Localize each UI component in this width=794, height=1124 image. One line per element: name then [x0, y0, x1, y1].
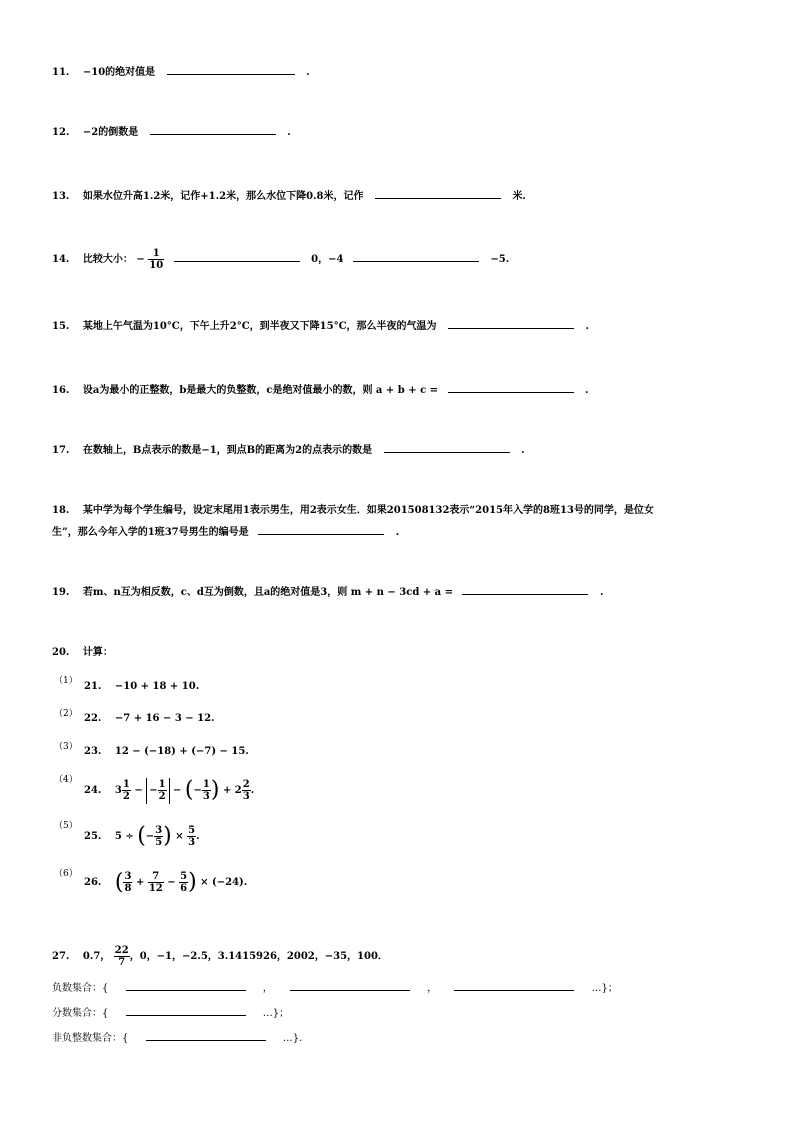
q25-frac-1-num: 3 [155, 825, 163, 836]
q25-frac-2-num: 5 [188, 825, 196, 836]
q12-text: −2的倒数是 [82, 127, 139, 138]
fraction-set-label: 分数集合：{ [52, 1008, 109, 1019]
q24-abs [146, 778, 169, 804]
q24-paren-minus: − [193, 785, 202, 796]
q24-plus: + 2 [222, 785, 242, 796]
q14-neg: − [136, 254, 145, 265]
question-17 [52, 442, 525, 458]
q15-number: 15. [52, 321, 70, 332]
q25-minus: − [145, 831, 155, 842]
question-19 [52, 584, 603, 600]
q26-frac-2-den: 12 [148, 883, 163, 894]
q25-lead: 5 ÷ [114, 831, 134, 842]
q26-frac-1-den: 8 [124, 883, 132, 894]
q27-number: 27. [52, 951, 70, 962]
q11-number: 11. [52, 67, 70, 78]
q25-frac-1-den: 5 [155, 837, 163, 848]
q16-end: . [585, 385, 589, 396]
question-27 [52, 942, 388, 972]
fraction-set-row [52, 1005, 289, 1021]
q16-text: 设a为最小的正整数，b是最大的负整数，c是绝对值最小的数，则 a + b + c = [82, 385, 439, 396]
q11-end: . [306, 67, 310, 78]
q20-text: 计算： [82, 647, 113, 658]
question-23 [84, 745, 249, 759]
q14-mid: 0，−4 [311, 254, 344, 265]
question-12 [52, 124, 291, 140]
sub-tag-1: （1） [54, 676, 78, 686]
nonneg-int-set-row [52, 1030, 302, 1046]
nonneg-int-set-blank[interactable] [146, 1030, 266, 1041]
q24-abs-minus: − [149, 784, 158, 796]
q12-end: . [287, 127, 291, 138]
negative-set-blank-1[interactable] [126, 980, 246, 991]
nonneg-int-set-close: …}. [282, 1033, 303, 1044]
q24-minus-1: − [134, 785, 143, 796]
fraction-set-blank[interactable] [126, 1005, 246, 1016]
q14-blank-2[interactable] [353, 251, 479, 262]
negative-set-blank-3[interactable] [454, 980, 574, 991]
q26-paren-open: ( [114, 869, 124, 895]
q24-paren-open: ( [184, 777, 194, 803]
question-25 [84, 822, 200, 852]
sub-tag-4: （4） [54, 775, 78, 785]
q18-answer-blank[interactable] [258, 524, 384, 535]
question-13 [52, 188, 526, 204]
fraction-set-close: …}； [262, 1008, 290, 1019]
q24-frac-e [242, 779, 251, 802]
q24-minus-2: − [173, 785, 182, 796]
q25-times: × [175, 831, 184, 842]
q12-number: 12. [52, 127, 70, 138]
negative-set-blank-2[interactable] [290, 980, 410, 991]
q15-text: 某地上午气温为10°C，下午上升2°C，到半夜又下降15°C，那么半夜的气温为 [82, 321, 437, 332]
q13-end: 米. [512, 191, 526, 202]
q25-paren-open: ( [137, 823, 146, 849]
q24-frac-e-den: 3 [242, 791, 250, 802]
q15-answer-blank[interactable] [448, 318, 574, 329]
q24-end: . [250, 785, 255, 796]
q26-frac-3 [179, 871, 188, 894]
q17-number: 17. [52, 445, 70, 456]
q14-blank-1[interactable] [174, 251, 300, 262]
q26-minus: − [167, 877, 176, 888]
q19-number: 19. [52, 587, 70, 598]
q25-frac-2 [187, 825, 196, 848]
sub-tag-3: （3） [54, 742, 78, 752]
q24-number: 24. [84, 785, 102, 796]
q24-frac-b-den: 2 [158, 790, 166, 802]
question-16 [52, 382, 589, 398]
q26-frac-3-num: 5 [180, 871, 188, 882]
q24-frac-c-den: 3 [202, 791, 210, 802]
q24-frac-e-num: 2 [242, 779, 250, 790]
q14-number: 14. [52, 254, 70, 265]
q19-text: 若m、n互为相反数，c、d互为倒数，且a的绝对值是3，则 m + n − 3cd + a = [82, 587, 453, 598]
q14-end: −5. [490, 254, 510, 265]
q13-text: 如果水位升高1.2米，记作+1.2米，那么水位下降0.8米，记作 [82, 191, 364, 202]
q25-frac-1 [154, 825, 163, 848]
question-14 [52, 246, 509, 274]
q26-frac-2-num: 7 [148, 871, 164, 883]
q27-pre: 0.7， [82, 951, 111, 962]
q25-end: . [196, 831, 200, 842]
q16-answer-blank[interactable] [448, 382, 574, 393]
q17-text: 在数轴上，B点表示的数是−1，到点B的距离为2的点表示的数是 [82, 445, 373, 456]
q26-paren-close: ) [188, 869, 197, 895]
q18-number: 18. [52, 505, 70, 516]
q26-frac-1-num: 3 [124, 871, 132, 882]
question-22 [84, 712, 215, 726]
q21-number: 21. [84, 681, 102, 692]
q23-expr: 12 − (−18) + (−7) − 15. [114, 746, 249, 757]
q26-number: 26. [84, 877, 102, 888]
q14-frac-den: 10 [149, 260, 164, 271]
q19-end: . [599, 587, 604, 598]
q17-end: . [521, 445, 525, 456]
question-24 [84, 776, 254, 806]
q24-frac-b-num: 1 [158, 778, 166, 790]
q15-end: . [585, 321, 590, 332]
q14-fraction [148, 248, 164, 271]
negative-set-close: …}； [591, 983, 618, 994]
q11-text: −10的绝对值是 [82, 67, 156, 78]
q11-answer-blank[interactable] [167, 64, 295, 75]
q18-text: 某中学为每个学生编号，设定末尾用1表示男生，用2表示女生．如果201508132表示“2015年入学的8班13号的同学，是位女 [82, 505, 654, 516]
q24-frac-c-num: 1 [202, 779, 210, 790]
q18-text-2: 生”，那么今年入学的1班37号男生的编号是 [52, 527, 249, 538]
q24-whole-a: 3 [114, 785, 122, 796]
q13-number: 13. [52, 191, 70, 202]
nonneg-int-set-label: 非负整数集合：{ [52, 1033, 129, 1044]
question-18-line-2 [52, 524, 399, 540]
q24-frac-c [202, 779, 211, 802]
q13-answer-blank[interactable] [375, 188, 501, 199]
q26-tail: × (−24). [200, 877, 248, 888]
q17-answer-blank[interactable] [384, 442, 510, 453]
q12-answer-blank[interactable] [150, 124, 276, 135]
question-11 [52, 64, 310, 80]
question-26 [84, 868, 247, 898]
question-21 [84, 680, 199, 694]
q25-paren-close: ) [163, 823, 172, 849]
q24-frac-a-den: 2 [122, 791, 130, 802]
q24-frac-a [122, 779, 131, 802]
q26-frac-3-den: 6 [180, 883, 188, 894]
q14-frac-num: 1 [148, 248, 164, 260]
sub-tag-6: （6） [54, 869, 78, 879]
q20-number: 20. [52, 647, 70, 658]
q22-expr: −7 + 16 − 3 − 12. [114, 713, 215, 724]
q27-frac-den: 7 [118, 957, 126, 968]
q26-frac-1 [123, 871, 132, 894]
q26-plus: + [135, 877, 145, 888]
question-15 [52, 318, 589, 334]
q26-frac-2 [148, 871, 164, 894]
q16-number: 16. [52, 385, 70, 396]
q25-number: 25. [84, 831, 102, 842]
q14-text: 比较大小： [82, 254, 133, 265]
q24-frac-b [158, 779, 167, 802]
q23-number: 23. [84, 746, 102, 757]
negative-set-comma-2: ， [427, 983, 438, 994]
negative-set-comma-1: ， [262, 983, 273, 994]
q27-frac-num: 22 [114, 945, 129, 956]
q19-answer-blank[interactable] [462, 584, 588, 595]
sub-tag-2: （2） [54, 709, 78, 719]
q24-frac-a-num: 1 [122, 779, 130, 790]
q24-paren-close: ) [210, 777, 220, 803]
negative-set-label: 负数集合：{ [52, 983, 109, 994]
q18-end: . [395, 527, 400, 538]
question-18-line-1 [52, 504, 654, 518]
q27-rest: ，0，−1，−2.5，3.1415926，2002，−35，100． [129, 951, 388, 962]
q25-frac-2-den: 3 [188, 837, 196, 848]
q27-fraction [114, 945, 130, 968]
q21-expr: −10 + 18 + 10. [114, 681, 200, 692]
negative-set-row [52, 980, 618, 996]
sub-tag-5: （5） [54, 821, 78, 831]
question-20 [52, 646, 113, 660]
q22-number: 22. [84, 713, 102, 724]
